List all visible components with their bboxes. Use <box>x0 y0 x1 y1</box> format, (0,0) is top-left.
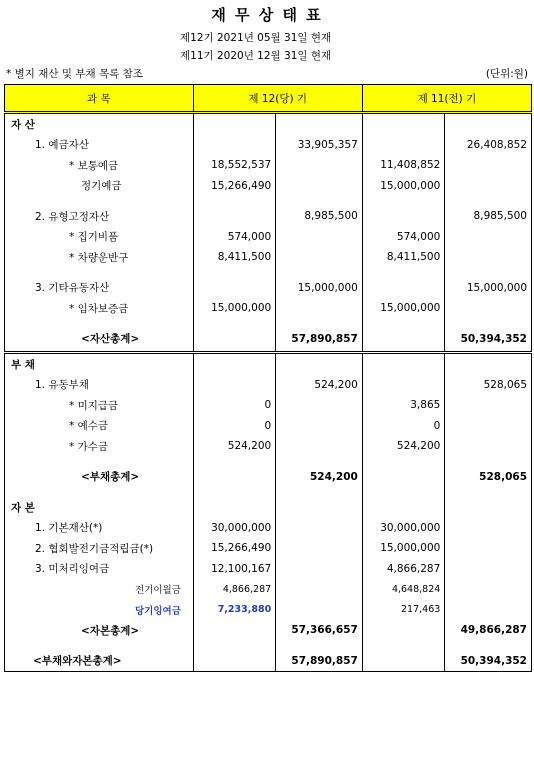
prior-detail-cell: 11,408,852 <box>362 155 444 176</box>
prior-total-cell <box>445 579 532 600</box>
current-total-cell: 8,985,500 <box>276 206 363 227</box>
prior-total-cell <box>445 155 532 176</box>
table-row <box>5 600 532 621</box>
prior-detail-cell <box>362 467 444 488</box>
table-row <box>5 135 532 156</box>
prior-detail-cell <box>362 329 444 350</box>
account-cell: * 예수금 <box>5 416 194 437</box>
current-detail-cell <box>193 329 275 350</box>
prior-detail-cell: 30,000,000 <box>362 518 444 539</box>
prior-period-header: 제 11(전) 기 <box>362 85 531 113</box>
current-total-cell <box>276 268 363 278</box>
prior-total-cell: 528,065 <box>445 467 532 488</box>
account-cell <box>5 457 194 467</box>
current-detail-cell: 30,000,000 <box>193 518 275 539</box>
current-detail-cell <box>193 487 275 497</box>
account-cell: <부채총계> <box>5 467 194 488</box>
prior-detail-cell <box>362 319 444 329</box>
current-detail-cell: 574,000 <box>193 227 275 248</box>
current-detail-cell <box>193 353 275 375</box>
prior-detail-cell: 524,200 <box>362 436 444 457</box>
prior-total-cell <box>445 268 532 278</box>
current-detail-cell: 18,552,537 <box>193 155 275 176</box>
prior-detail-cell: 15,000,000 <box>362 298 444 319</box>
account-column-header: 과 목 <box>5 85 194 113</box>
account-cell: * 가수금 <box>5 436 194 457</box>
current-total-cell: 15,000,000 <box>276 278 363 299</box>
current-total-cell: 57,366,657 <box>276 620 363 641</box>
table-row <box>5 518 532 539</box>
account-cell: 전기이월금 <box>5 579 194 600</box>
current-detail-cell: 15,000,000 <box>193 298 275 319</box>
table-row <box>5 247 532 268</box>
current-total-cell: 524,200 <box>276 467 363 488</box>
account-cell: 2. 협회발전기금적립금(*) <box>5 538 194 559</box>
prior-total-cell <box>445 497 532 518</box>
current-detail-cell: 524,200 <box>193 436 275 457</box>
current-detail-cell: 0 <box>193 416 275 437</box>
table-row <box>5 467 532 488</box>
prior-detail-cell <box>362 651 444 672</box>
current-total-cell <box>276 641 363 651</box>
account-cell: * 집기비품 <box>5 227 194 248</box>
table-row <box>5 298 532 319</box>
current-total-cell <box>276 196 363 206</box>
prior-total-cell <box>445 113 532 135</box>
current-total-cell <box>276 436 363 457</box>
prior-detail-cell: 4,648,824 <box>362 579 444 600</box>
prior-total-cell <box>445 298 532 319</box>
prior-detail-cell <box>362 278 444 299</box>
account-cell: * 미지급금 <box>5 395 194 416</box>
current-period-date: 제12기 2021년 05월 31일 현재 <box>180 32 332 44</box>
prior-detail-cell: 574,000 <box>362 227 444 248</box>
table-row <box>5 579 532 600</box>
account-cell <box>5 641 194 651</box>
prior-total-cell: 49,866,287 <box>445 620 532 641</box>
current-total-cell <box>276 579 363 600</box>
prior-detail-cell: 8,411,500 <box>362 247 444 268</box>
current-total-cell <box>276 518 363 539</box>
table-row <box>5 353 532 375</box>
prior-total-cell <box>445 538 532 559</box>
statement-title: 재 무 상 태 표 <box>211 6 323 24</box>
current-detail-cell <box>193 651 275 672</box>
current-detail-cell: 15,266,490 <box>193 176 275 197</box>
prior-total-cell <box>445 247 532 268</box>
prior-period-date: 제11기 2020년 12월 31일 현재 <box>180 50 332 62</box>
prior-detail-cell: 15,000,000 <box>362 538 444 559</box>
prior-detail-cell <box>362 196 444 206</box>
current-total-cell <box>276 600 363 621</box>
prior-detail-cell <box>362 135 444 156</box>
account-cell: 당기잉여금 <box>5 600 194 621</box>
current-detail-cell: 15,266,490 <box>193 538 275 559</box>
prior-total-cell <box>445 353 532 375</box>
current-detail-cell <box>193 457 275 467</box>
account-cell: <자산총계> <box>5 329 194 350</box>
prior-detail-cell: 15,000,000 <box>362 176 444 197</box>
table-row <box>5 651 532 672</box>
prior-total-cell: 50,394,352 <box>445 651 532 672</box>
prior-detail-cell <box>362 353 444 375</box>
current-total-cell <box>276 395 363 416</box>
prior-total-cell <box>445 196 532 206</box>
table-row <box>5 436 532 457</box>
current-total-cell <box>276 247 363 268</box>
current-detail-cell: 4,866,287 <box>193 579 275 600</box>
table-row <box>5 395 532 416</box>
current-period-header: 제 12(당) 기 <box>193 85 362 113</box>
table-row <box>5 559 532 580</box>
current-detail-cell <box>193 206 275 227</box>
current-detail-cell <box>193 196 275 206</box>
current-total-cell <box>276 487 363 497</box>
prior-detail-cell <box>362 457 444 467</box>
current-detail-cell: 7,233,880 <box>193 600 275 621</box>
account-cell: 1. 유동부채 <box>5 375 194 396</box>
current-total-cell <box>276 416 363 437</box>
table-body <box>5 113 532 672</box>
prior-detail-cell <box>362 497 444 518</box>
table-row <box>5 113 532 135</box>
current-total-cell: 33,905,357 <box>276 135 363 156</box>
account-cell: <부채와자본총계> <box>5 651 194 672</box>
table-row <box>5 196 532 206</box>
prior-detail-cell: 217,463 <box>362 600 444 621</box>
prior-detail-cell <box>362 268 444 278</box>
current-detail-cell: 8,411,500 <box>193 247 275 268</box>
current-detail-cell <box>193 375 275 396</box>
account-cell: * 차량운반구 <box>5 247 194 268</box>
current-total-cell <box>276 176 363 197</box>
prior-total-cell <box>445 641 532 651</box>
current-total-cell <box>276 538 363 559</box>
prior-total-cell <box>445 600 532 621</box>
prior-detail-cell: 3,865 <box>362 395 444 416</box>
current-detail-cell <box>193 497 275 518</box>
account-cell: 자 본 <box>5 497 194 518</box>
table-row <box>5 268 532 278</box>
account-cell: 1. 예금자산 <box>5 135 194 156</box>
prior-detail-cell <box>362 113 444 135</box>
prior-total-cell: 15,000,000 <box>445 278 532 299</box>
table-row <box>5 329 532 350</box>
prior-detail-cell <box>362 375 444 396</box>
prior-total-cell: 26,408,852 <box>445 135 532 156</box>
prior-detail-cell <box>362 206 444 227</box>
account-cell: 자 산 <box>5 113 194 135</box>
table-row <box>5 538 532 559</box>
table-row <box>5 319 532 329</box>
current-detail-cell <box>193 113 275 135</box>
account-cell <box>5 196 194 206</box>
prior-total-cell <box>445 395 532 416</box>
current-total-cell <box>276 113 363 135</box>
current-detail-cell <box>193 319 275 329</box>
prior-total-cell <box>445 487 532 497</box>
prior-total-cell <box>445 319 532 329</box>
account-cell: 2. 유형고정자산 <box>5 206 194 227</box>
prior-detail-cell <box>362 620 444 641</box>
current-detail-cell <box>193 135 275 156</box>
table-row <box>5 176 532 197</box>
table-row <box>5 620 532 641</box>
account-cell <box>5 319 194 329</box>
current-detail-cell <box>193 278 275 299</box>
prior-total-cell: 528,065 <box>445 375 532 396</box>
current-detail-cell: 0 <box>193 395 275 416</box>
balance-sheet-table <box>4 84 532 672</box>
prior-detail-cell: 0 <box>362 416 444 437</box>
current-total-cell: 524,200 <box>276 375 363 396</box>
current-detail-cell <box>193 467 275 488</box>
table-header-row <box>5 85 532 113</box>
prior-detail-cell: 4,866,287 <box>362 559 444 580</box>
prior-total-cell <box>445 457 532 467</box>
current-total-cell <box>276 298 363 319</box>
current-total-cell: 57,890,857 <box>276 329 363 350</box>
prior-total-cell <box>445 227 532 248</box>
table-row <box>5 457 532 467</box>
current-total-cell <box>276 559 363 580</box>
current-detail-cell <box>193 268 275 278</box>
account-cell: <자본총계> <box>5 620 194 641</box>
prior-total-cell <box>445 436 532 457</box>
current-total-cell <box>276 155 363 176</box>
account-cell: 3. 미처리잉여금 <box>5 559 194 580</box>
table-row <box>5 278 532 299</box>
prior-total-cell <box>445 176 532 197</box>
account-cell: * 보통예금 <box>5 155 194 176</box>
prior-total-cell <box>445 559 532 580</box>
table-row <box>5 641 532 651</box>
prior-total-cell: 8,985,500 <box>445 206 532 227</box>
current-detail-cell <box>193 641 275 651</box>
current-total-cell <box>276 227 363 248</box>
table-row <box>5 487 532 497</box>
table-row <box>5 155 532 176</box>
reference-note: * 별지 재산 및 부채 목록 참조 <box>6 68 143 80</box>
current-detail-cell <box>193 620 275 641</box>
table-row <box>5 227 532 248</box>
current-detail-cell: 12,100,167 <box>193 559 275 580</box>
prior-detail-cell <box>362 487 444 497</box>
account-cell: 1. 기본재산(*) <box>5 518 194 539</box>
table-row <box>5 206 532 227</box>
current-total-cell <box>276 319 363 329</box>
table-row <box>5 497 532 518</box>
account-cell: * 임차보증금 <box>5 298 194 319</box>
account-cell: 3. 기타유동자산 <box>5 278 194 299</box>
account-cell: 부 채 <box>5 353 194 375</box>
current-total-cell <box>276 457 363 467</box>
account-cell <box>5 268 194 278</box>
current-total-cell: 57,890,857 <box>276 651 363 672</box>
account-cell: 정기예금 <box>5 176 194 197</box>
prior-detail-cell <box>362 641 444 651</box>
table-row <box>5 416 532 437</box>
table-row <box>5 375 532 396</box>
prior-total-cell: 50,394,352 <box>445 329 532 350</box>
prior-total-cell <box>445 416 532 437</box>
current-total-cell <box>276 353 363 375</box>
current-total-cell <box>276 497 363 518</box>
account-cell <box>5 487 194 497</box>
currency-unit: (단위:원) <box>485 68 528 80</box>
prior-total-cell <box>445 518 532 539</box>
